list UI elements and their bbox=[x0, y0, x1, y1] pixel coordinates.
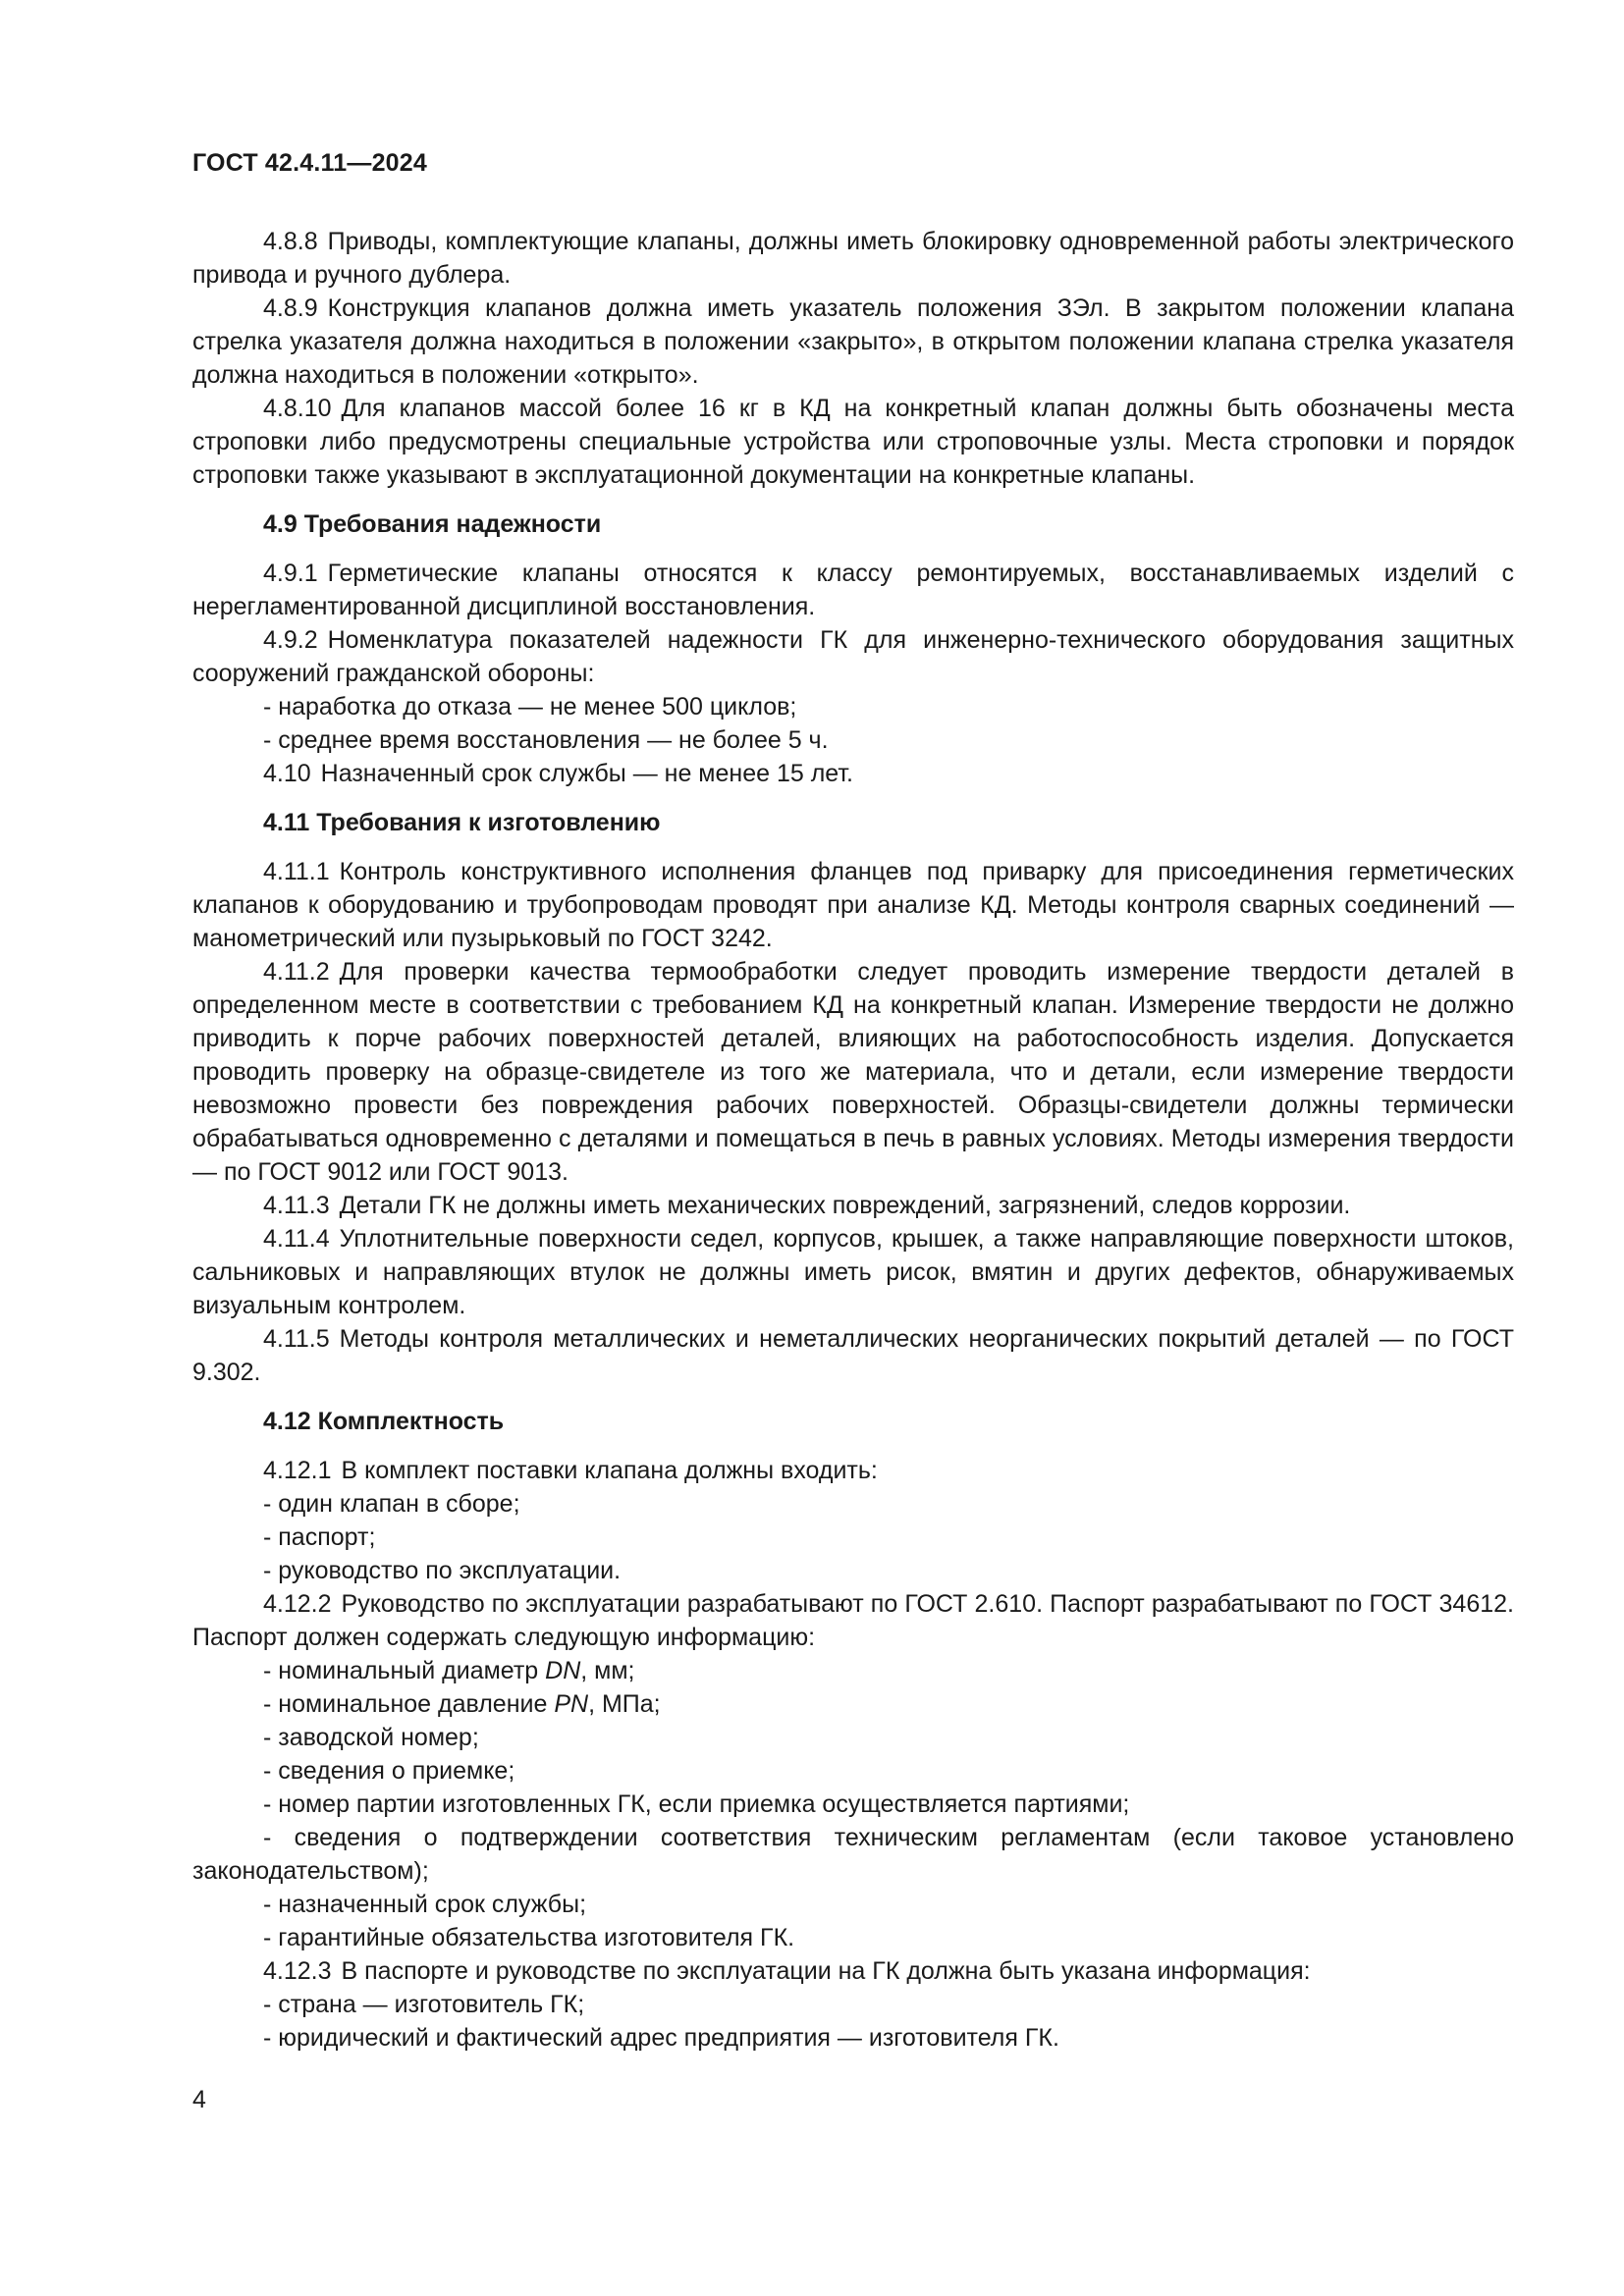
section-heading-4-9: 4.9 Требования надежности bbox=[263, 510, 602, 538]
clause-text: В комплект поставки клапана должны входить: bbox=[341, 1457, 878, 1484]
list-item: - один клапан в сборе; bbox=[263, 1490, 520, 1518]
clause-number: 4.9.2 bbox=[263, 626, 318, 654]
clause-number: 4.11.5 bbox=[263, 1325, 330, 1353]
clause-text: Методы контроля металлических и неметаллических неорганических покрытий деталей — по ГОСТ 9.302. bbox=[192, 1325, 1514, 1386]
list-item: - назначенный срок службы; bbox=[263, 1891, 587, 1918]
document-body bbox=[192, 225, 1514, 2055]
clause-number: 4.11.2 bbox=[263, 958, 330, 986]
paragraph-4-11-4 bbox=[192, 1222, 1514, 1322]
paragraph-4-9-2 bbox=[192, 623, 1514, 690]
clause-text: Для клапанов массой более 16 кг в КД на конкретный клапан должны быть обозначены места строповки либо предусмотрены специальные устройства или строповочные узлы. Места строповки и порядок строповки также указывают в эксплуатационной документации на конкретные клапаны. bbox=[192, 395, 1514, 489]
section-heading-4-11: 4.11 Требования к изготовлению bbox=[263, 809, 661, 836]
page-number: 4 bbox=[192, 2086, 206, 2113]
paragraph-4-12-1 bbox=[192, 1454, 1514, 1487]
list-item-nominal-diameter: - номинальный диаметр DN, мм; bbox=[263, 1657, 635, 1684]
symbol-pn: PN bbox=[554, 1690, 589, 1718]
clause-text: Назначенный срок службы — не менее 15 лет. bbox=[320, 760, 853, 787]
clause-number: 4.8.8 bbox=[263, 228, 318, 255]
clause-number: 4.10 bbox=[263, 760, 311, 787]
section-heading-4-12: 4.12 Комплектность bbox=[263, 1408, 505, 1435]
clause-text: Для проверки качества термообработки следует проводить измерение твердости деталей в определенном месте в соответствии с требованием КД на конкретный клапан. Измерение твердости не должно приводить к порче рабочих поверхностей деталей, влияющих на работоспособность изделия. Допускается проводить проверку на образце-свидетеле из того же материала, что и детали, если измерение твердости невозможно провести без повреждения рабочих поверхностей. Образцы-свидетели должны термически обрабатываться одновременно с деталями и помещаться в печь в равных условиях. Методы измерения твердости — по ГОСТ 9012 или ГОСТ 9013. bbox=[192, 958, 1514, 1186]
list-item: - руководство по эксплуатации. bbox=[263, 1557, 622, 1584]
list-item: - среднее время восстановления — не более 5 ч. bbox=[263, 726, 829, 754]
symbol-dn: DN bbox=[545, 1657, 581, 1684]
clause-text: Номенклатура показателей надежности ГК для инженерно-технического оборудования защитных сооружений гражданской обороны: bbox=[192, 626, 1514, 687]
paragraph-4-12-3 bbox=[192, 1954, 1514, 1988]
list-item-conformity: - сведения о подтверждении соответствия техническим регламентам (если таковое установлено законодательством); bbox=[192, 1824, 1514, 1885]
clause-text: Контроль конструктивного исполнения фланцев под приварку для присоединения герметических клапанов к оборудованию и трубопроводам проводят при анализе КД. Методы контроля сварных соединений — манометрический или пузырьковый по ГОСТ 3242. bbox=[192, 858, 1514, 952]
list-item-nominal-pressure: - номинальное давление PN, МПа; bbox=[263, 1690, 661, 1718]
clause-number: 4.11.4 bbox=[263, 1225, 330, 1253]
paragraph-4-8-8 bbox=[192, 225, 1514, 292]
clause-number: 4.8.10 bbox=[263, 395, 332, 422]
clause-text: Приводы, комплектующие клапаны, должны иметь блокировку одновременной работы электрического привода и ручного дублера. bbox=[192, 228, 1514, 289]
clause-text: Конструкция клапанов должна иметь указатель положения ЗЭл. В закрытом положении клапана стрелка указателя должна находиться в положении «закрыто», в открытом положении клапана стрелка указателя должна находиться в положении «открыто». bbox=[192, 294, 1514, 389]
paragraph-4-9-1 bbox=[192, 557, 1514, 623]
paragraph-4-12-2 bbox=[192, 1587, 1514, 1654]
paragraph-4-11-1 bbox=[192, 855, 1514, 955]
list-item: - заводской номер; bbox=[263, 1724, 479, 1751]
clause-text: В паспорте и руководстве по эксплуатации на ГК должна быть указана информация: bbox=[341, 1957, 1311, 1985]
paragraph-4-8-10 bbox=[192, 392, 1514, 492]
clause-text: Руководство по эксплуатации разрабатывают по ГОСТ 2.610. Паспорт разрабатывают по ГОСТ 34612. Паспорт должен содержать следующую информацию: bbox=[192, 1590, 1514, 1651]
paragraph-4-10 bbox=[192, 757, 1514, 790]
clause-number: 4.12.2 bbox=[263, 1590, 332, 1618]
list-item: - гарантийные обязательства изготовителя ГК. bbox=[263, 1924, 795, 1951]
list-item: - юридический и фактический адрес предприятия — изготовителя ГК. bbox=[263, 2024, 1059, 2052]
list-item: - наработка до отказа — не менее 500 циклов; bbox=[263, 693, 797, 721]
clause-text: Детали ГК не должны иметь механических повреждений, загрязнений, следов коррозии. bbox=[339, 1192, 1351, 1219]
clause-text: Герметические клапаны относятся к классу ремонтируемых, восстанавливаемых изделий с нерегламентированной дисциплиной восстановления. bbox=[192, 560, 1514, 620]
clause-number: 4.12.3 bbox=[263, 1957, 332, 1985]
paragraph-4-8-9 bbox=[192, 292, 1514, 392]
clause-number: 4.11.3 bbox=[263, 1192, 330, 1219]
clause-number: 4.8.9 bbox=[263, 294, 318, 322]
list-item: - сведения о приемке; bbox=[263, 1757, 515, 1785]
list-item: - номер партии изготовленных ГК, если приемка осуществляется партиями; bbox=[263, 1790, 1130, 1818]
document-code-header: ГОСТ 42.4.11—2024 bbox=[192, 149, 427, 177]
list-item: - паспорт; bbox=[263, 1523, 376, 1551]
paragraph-4-11-5 bbox=[192, 1322, 1514, 1389]
paragraph-4-11-2 bbox=[192, 955, 1514, 1189]
list-item: - страна — изготовитель ГК; bbox=[263, 1991, 585, 2018]
clause-number: 4.12.1 bbox=[263, 1457, 332, 1484]
clause-text: Уплотнительные поверхности седел, корпусов, крышек, а также направляющие поверхности штоков, сальниковых и направляющих втулок не должны иметь рисок, вмятин и других дефектов, обнаруживаемых визуальным контролем. bbox=[192, 1225, 1514, 1319]
clause-number: 4.9.1 bbox=[263, 560, 318, 587]
clause-number: 4.11.1 bbox=[263, 858, 330, 885]
paragraph-4-11-3 bbox=[192, 1189, 1514, 1222]
